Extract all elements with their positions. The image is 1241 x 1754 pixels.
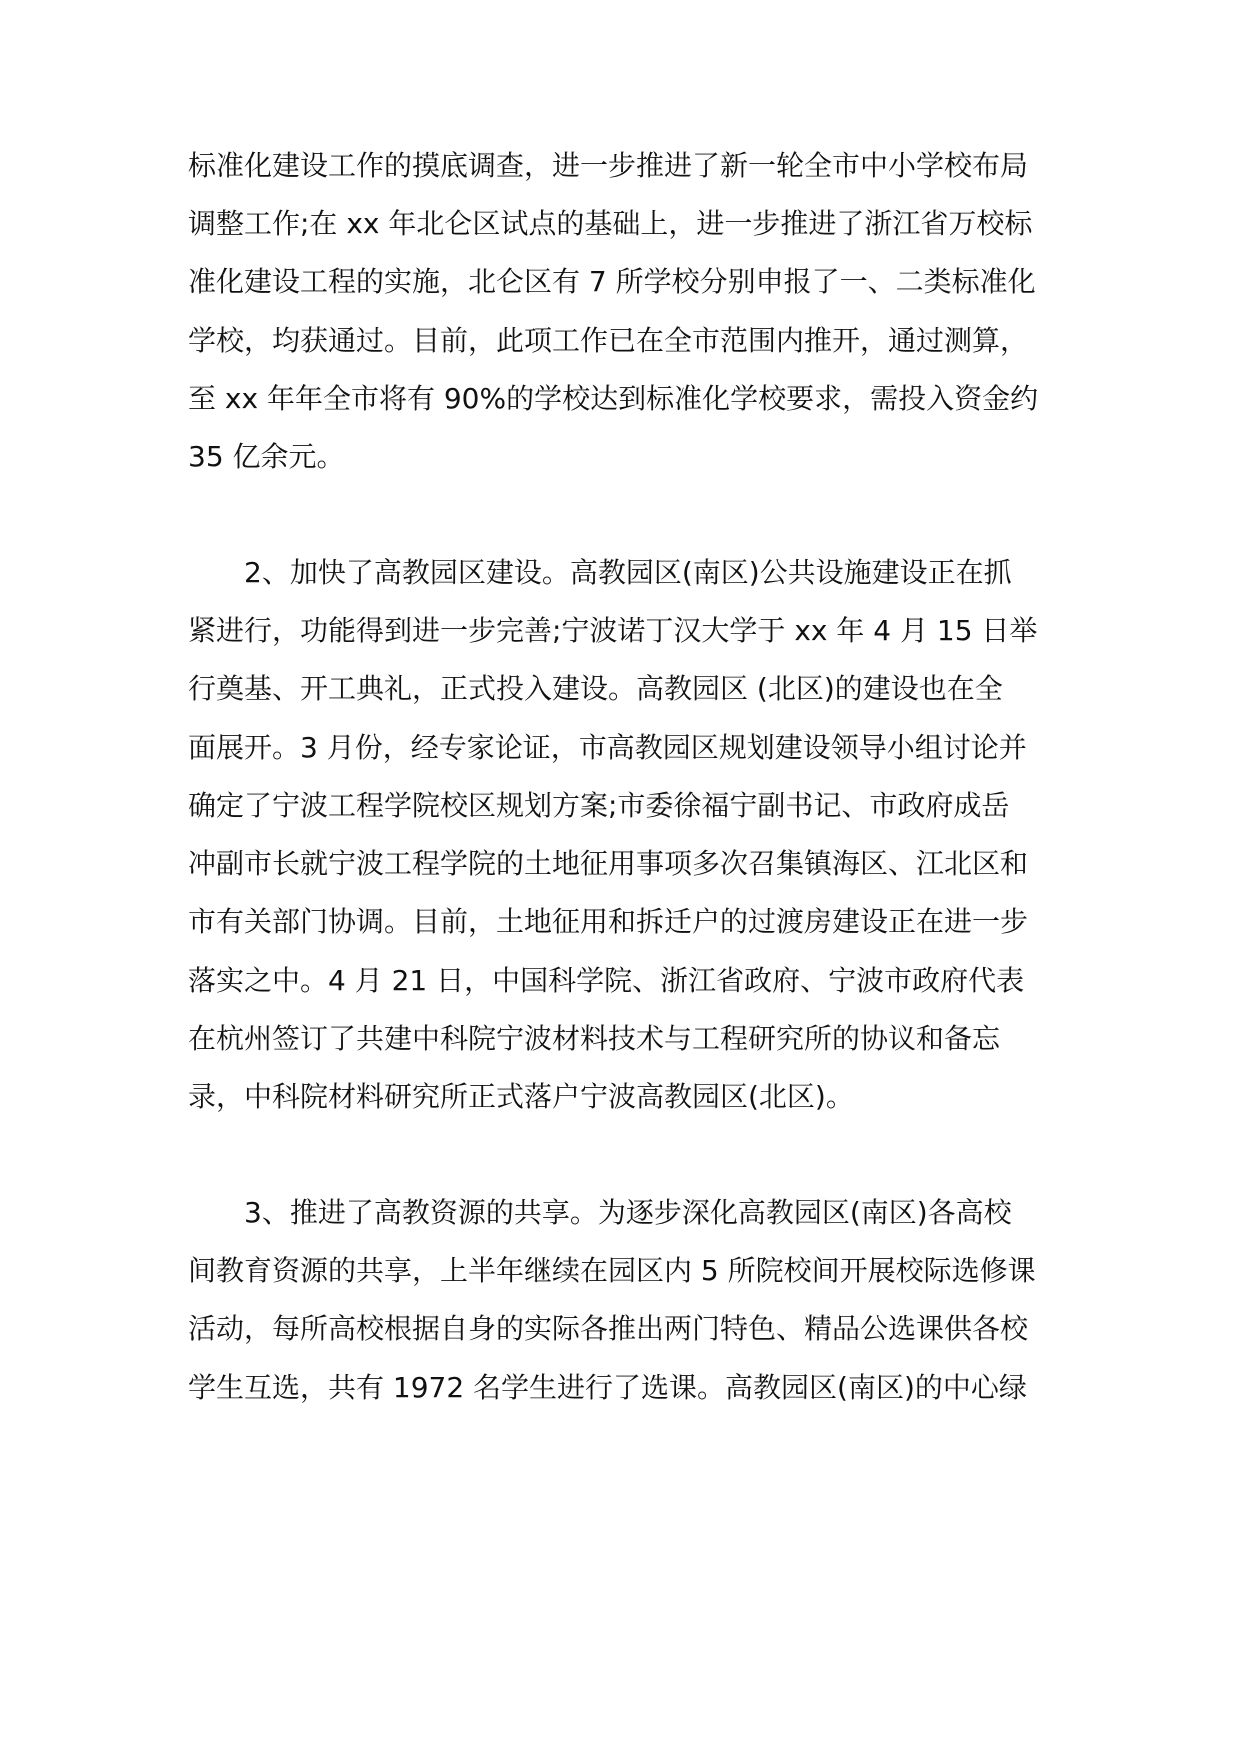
paragraph-line: 活动，每所高校根据自身的实际各推出两门特色、精品公选课供各校 [188, 1312, 1029, 1345]
paragraph-line: 确定了宁波工程学院校区规划方案;市委徐福宁副书记、市政府成岳 [188, 789, 1010, 822]
paragraph-line: 紧进行，功能得到进一步完善;宁波诺丁汉大学于 xx 年 4 月 15 日举 [188, 614, 1038, 647]
paragraph-line: 2、加快了高教园区建设。高教园区(南区)公共设施建设正在抓 [244, 556, 1012, 589]
paragraph-line: 在杭州签订了共建中科院宁波材料技术与工程研究所的协议和备忘 [188, 1022, 1001, 1055]
paragraph-line: 35 亿余元。 [188, 440, 345, 473]
paragraph-line: 3、推进了高教资源的共享。为逐步深化高教园区(南区)各高校 [244, 1196, 1012, 1229]
paragraph-line: 学校，均获通过。目前，此项工作已在全市范围内推开，通过测算， [188, 324, 1029, 357]
paragraph-line: 间教育资源的共享，上半年继续在园区内 5 所院校间开展校际选修课 [188, 1254, 1036, 1287]
paragraph-line: 至 xx 年年全市将有 90%的学校达到标准化学校要求，需投入资金约 [188, 382, 1039, 415]
paragraph-line: 调整工作;在 xx 年北仑区试点的基础上，进一步推进了浙江省万校标 [188, 207, 1033, 240]
paragraph-line: 学生互选，共有 1972 名学生进行了选课。高教园区(南区)的中心绿 [188, 1371, 1027, 1404]
paragraph-line: 行奠基、开工典礼，正式投入建设。高教园区 (北区)的建设也在全 [188, 672, 1003, 705]
paragraph-line: 标准化建设工作的摸底调查，进一步推进了新一轮全市中小学校布局 [188, 149, 1029, 182]
paragraph-line: 面展开。3 月份，经专家论证，市高教园区规划建设领导小组讨论并 [188, 731, 1027, 764]
paragraph-line: 录，中科院材料研究所正式落户宁波高教园区(北区)。 [188, 1080, 854, 1113]
paragraph-line: 冲副市长就宁波工程学院的土地征用事项多次召集镇海区、江北区和 [188, 847, 1029, 880]
paragraph-line: 市有关部门协调。目前，土地征用和拆迁户的过渡房建设正在进一步 [188, 905, 1029, 938]
paragraph-line: 落实之中。4 月 21 日，中国科学院、浙江省政府、宁波市政府代表 [188, 964, 1025, 997]
paragraph-line: 准化建设工程的实施，北仑区有 7 所学校分别申报了一、二类标准化 [188, 265, 1036, 298]
